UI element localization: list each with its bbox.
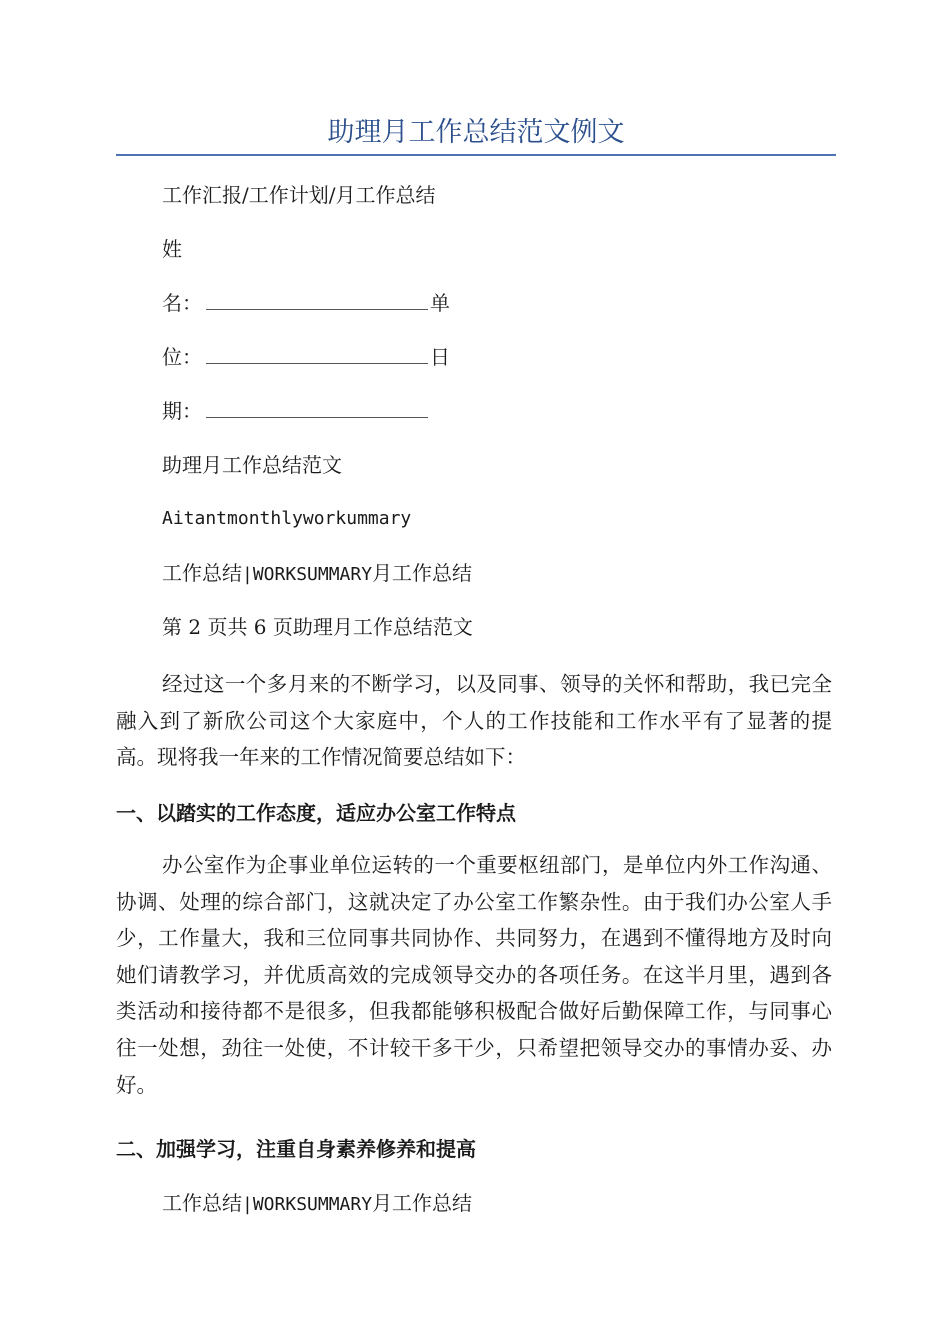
- title-underline: [116, 154, 836, 156]
- unit-label-tail: 单: [430, 291, 450, 315]
- date-label-tail: 日: [430, 345, 450, 369]
- header-tag-2-cn2: 月工作总结: [372, 1191, 473, 1215]
- english-subtitle: Aitantmonthlyworkummary: [162, 508, 412, 529]
- date-blank-field[interactable]: [206, 397, 428, 418]
- intro-paragraph: 经过这一个多月来的不断学习，以及同事、领导的关怀和帮助，我已完全融入到了新欣公司这个大家庭中，个人的工作技能和工作水平有了显著的提高。现将我一年来的工作情况简要总结如下：: [116, 672, 832, 770]
- section-1-heading: 一、以踏实的工作态度，适应办公室工作特点: [116, 801, 516, 825]
- date-label: 期：: [162, 399, 202, 423]
- document-title: 助理月工作总结范文例文: [327, 117, 625, 148]
- header-tag-1-sep: |: [242, 564, 253, 585]
- header-tag-1: [162, 558, 472, 590]
- header-tag-1-cn: 工作总结: [162, 561, 242, 585]
- subtitle: 助理月工作总结范文: [162, 453, 342, 477]
- name-label: 名：: [162, 291, 202, 315]
- header-tag-1-en: WORKSUMMARY: [252, 564, 373, 585]
- section-2-heading: 二、加强学习，注重自身素养修养和提高: [116, 1137, 476, 1161]
- header-tag-1-cn2: 月工作总结: [372, 561, 473, 585]
- header-tag-2-en: WORKSUMMARY: [252, 1194, 373, 1215]
- header-tag-2: [162, 1188, 472, 1220]
- section-1-paragraph: 办公室作为企事业单位运转的一个重要枢纽部门，是单位内外工作沟通、协调、处理的综合部门，这就决定了办公室工作繁杂性。由于我们办公室人手少，工作量大，我和三位同事共同协作、共同努力，在遇到不懂得地方及时向她们请教学习，并优质高效的完成领导交办的各项任务。在这半月里，遇到各类活动和接待都不是很多，但我都能够积极配合做好后勤保障工作，与同事心往一处想，劲往一处使，不计较干多干少，只希望把领导交办的事情办妥、办好。: [116, 853, 832, 1097]
- name-field-row: [162, 288, 450, 318]
- name-prefix: 姓: [162, 237, 182, 261]
- page-info: 第 2 页共 6 页助理月工作总结范文: [162, 615, 473, 639]
- header-tag-2-cn: 工作总结: [162, 1191, 242, 1215]
- date-field-row: [162, 396, 430, 426]
- category-line: 工作汇报/工作计划/月工作总结: [162, 183, 436, 207]
- unit-field-row: [162, 342, 450, 372]
- unit-blank-field[interactable]: [206, 343, 428, 364]
- header-tag-2-sep: |: [242, 1194, 253, 1215]
- name-blank-field[interactable]: [206, 289, 428, 310]
- unit-label: 位：: [162, 345, 202, 369]
